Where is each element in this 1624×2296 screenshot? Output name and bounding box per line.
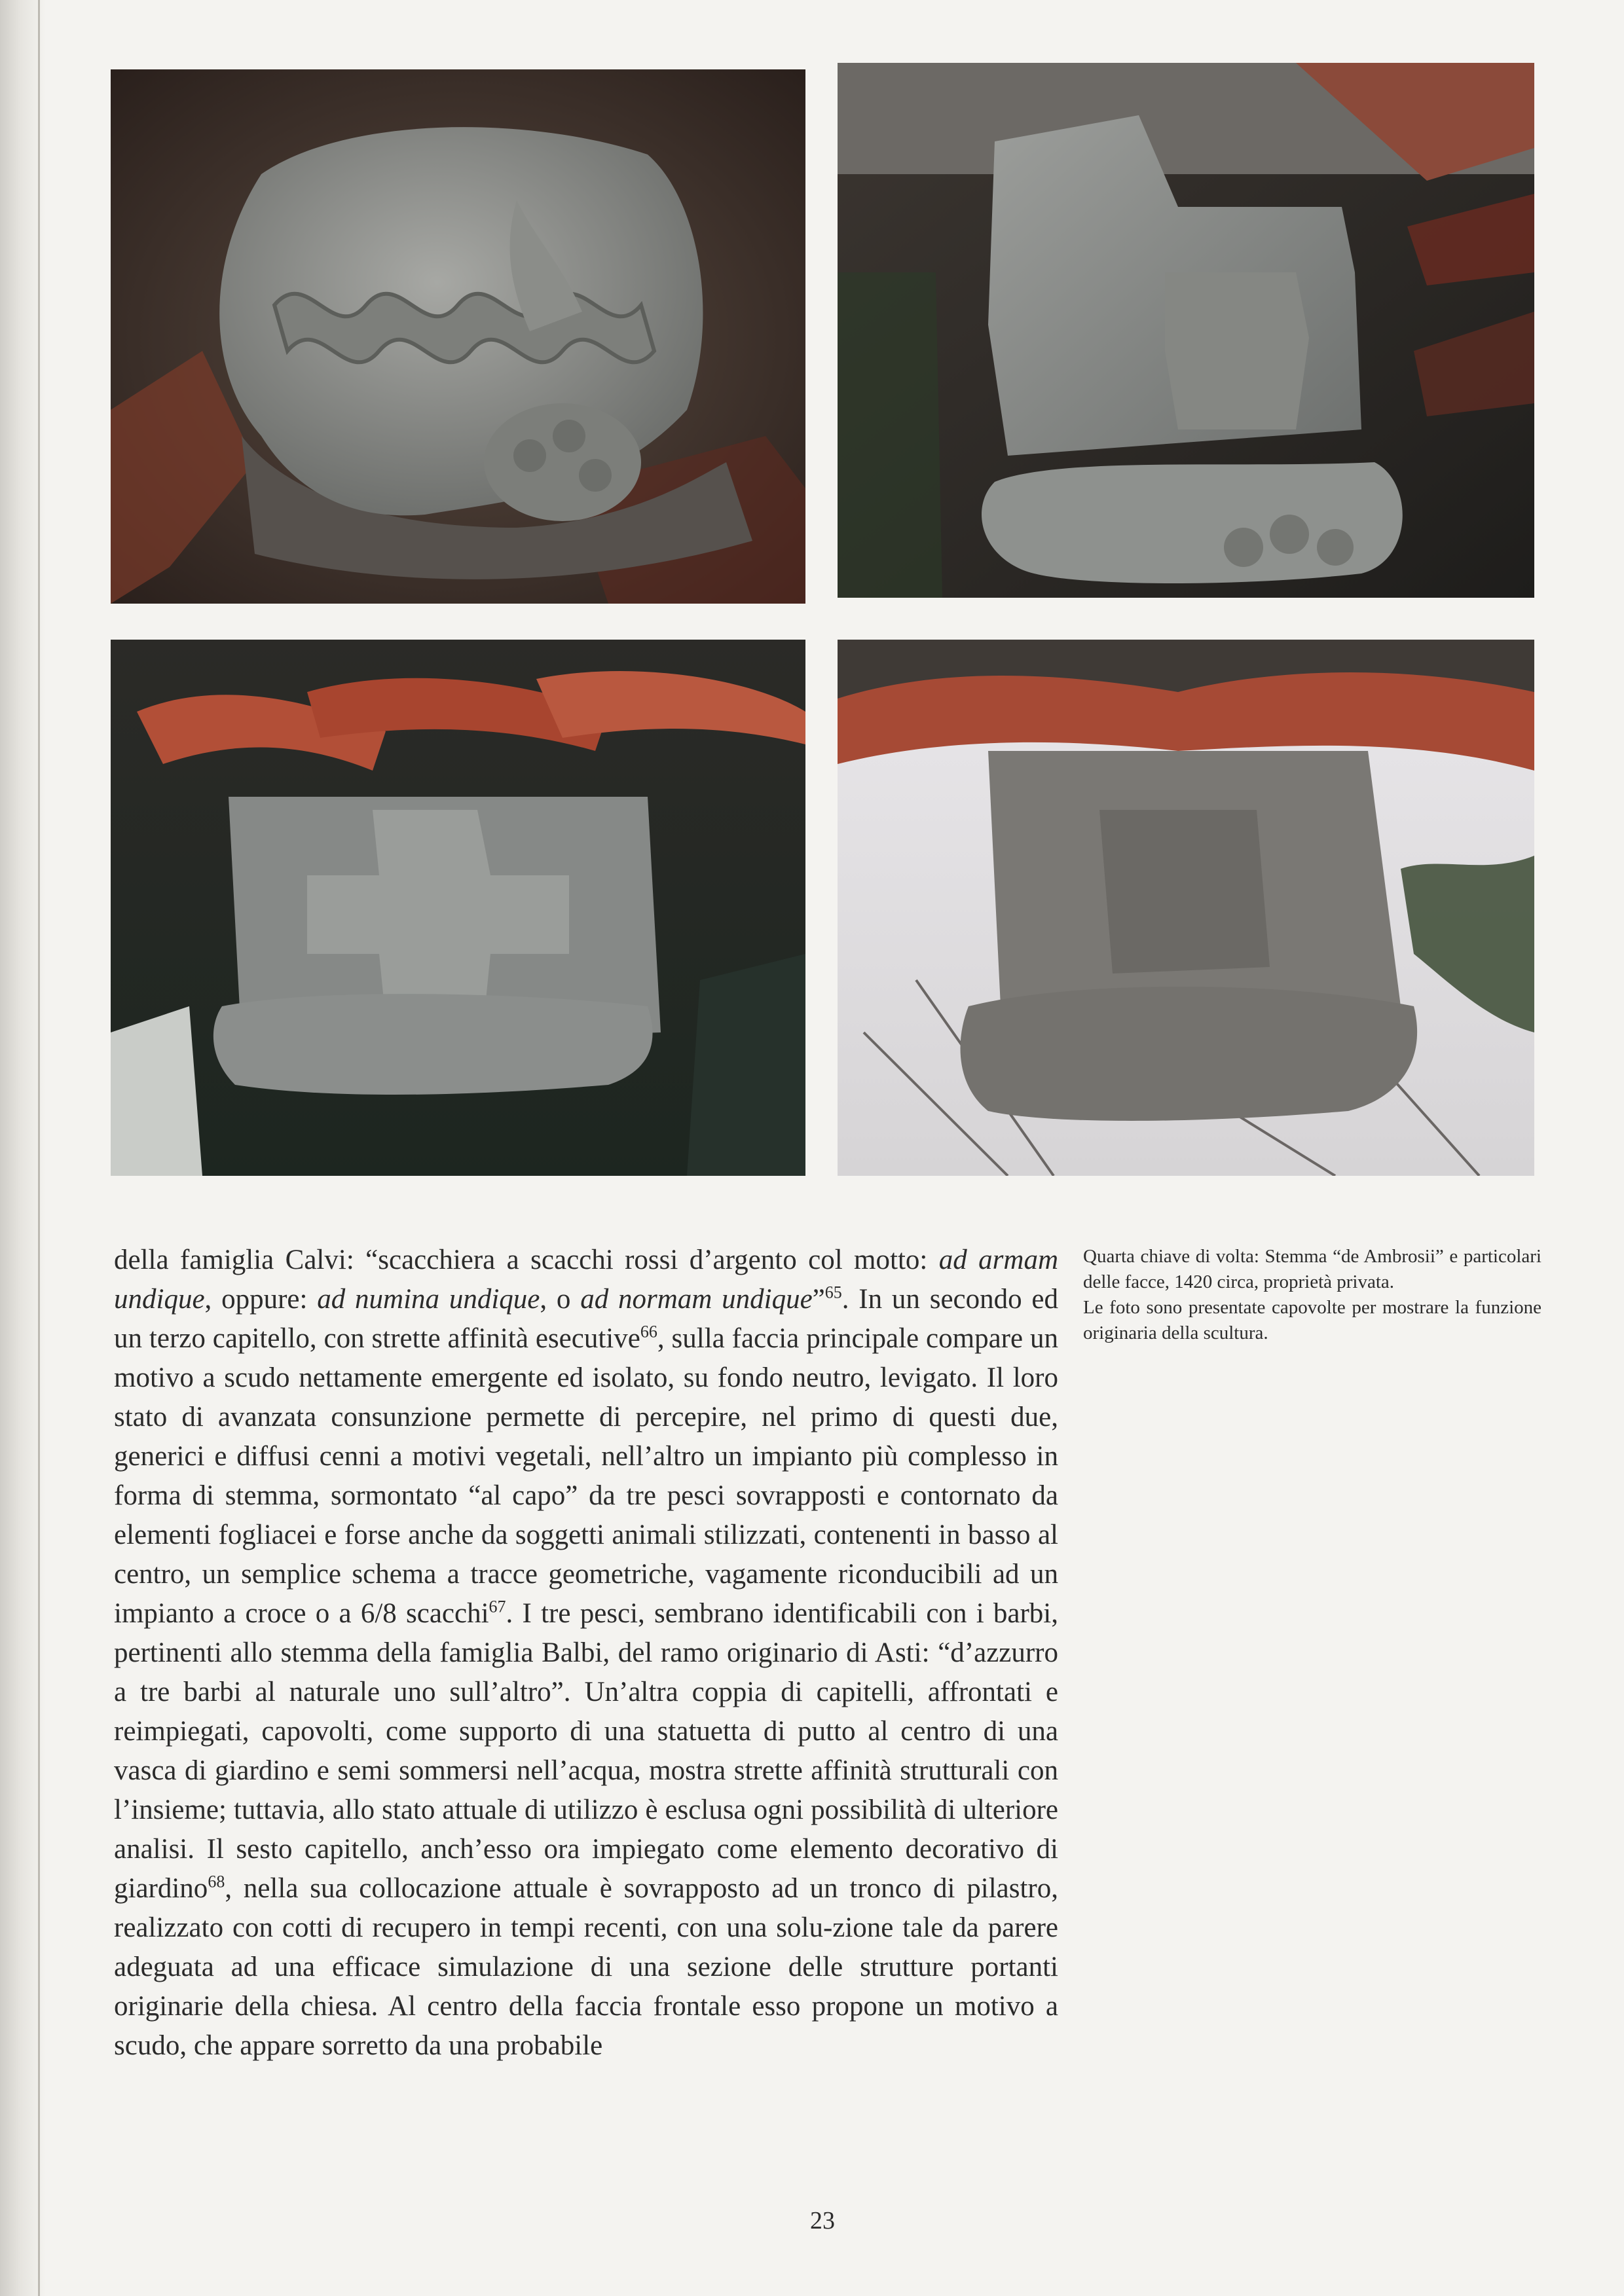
binding-shadow [38, 0, 40, 2296]
footnote-ref: 68 [208, 1872, 225, 1891]
body-paragraph [114, 1241, 1058, 2066]
body-text-run: , sulla faccia principale compare un motivo a scudo nettamente emergente ed isolato, su fondo neutro, levigato. Il loro stato di avanzata consunzione permette di percepire, nel primo di questi due, generici e diffusi cenni a motivi vegetali, nell’altro un impianto più complesso in forma di stemma, sormontato “al capo” da tre pesci sovrapposti e contornato da elementi fogliacei e forse anche da soggetti animali stilizzati, contenenti in basso al centro, un semplice schema a tracce geometriche, vagamente riconducibili ad un impianto a croce o a 6/8 scacchi [114, 1323, 1058, 1629]
body-text-run: , o [540, 1284, 581, 1315]
footnote-ref: 66 [640, 1322, 657, 1341]
body-text-run: , nella sua collocazione attuale è sovrapposto ad un tronco di pilastro, realizzato con cotti di recupero in tempi recenti, con una solu-zione tale da parere adeguata ad una efficace simulazione di una sezione delle strutture portanti originarie della chiesa. Al centro della faccia frontale esso propone un motivo a scudo, che appare sorretto da una probabile [114, 1873, 1058, 2061]
italic-phrase: ad numina undique [317, 1284, 540, 1315]
caption-line-1: Quarta chiave di volta: Stemma “de Ambrosii” e particolari delle facce, 1420 circa, proprietà privata. [1083, 1246, 1541, 1292]
italic-phrase: ad armam undique [114, 1245, 1058, 1315]
footnote-ref: 65 [824, 1283, 842, 1302]
footnote-ref: 67 [489, 1597, 506, 1616]
photo-keystone-face-3 [111, 640, 805, 1176]
page-number: 23 [810, 2207, 835, 2234]
italic-phrase: ad normam undique [580, 1284, 813, 1315]
photo-caption [1083, 1244, 1541, 1346]
body-text-run: . In un secondo ed un terzo capitello, con strette affinità esecutive [114, 1284, 1058, 1354]
article-body [114, 1241, 1058, 2066]
body-text-run: . I tre pesci, sembrano identificabili con i barbi, pertinenti allo stemma della famiglia Balbi, del ramo originario di Asti: “d’azzurro a tre barbi al naturale uno sull’altro”. Un’altra coppia di capitelli, affrontati e reimpiegati, capovolti, come supporto di una statuetta di putto al centro di una vasca di giardino e semi sommersi nell’acqua, mostra strette affinità strutturali con l’insieme; tuttavia, allo stato attuale di utilizzo è esclusa ogni possibilità di ulteriore analisi. Il sesto capitello, anch’esso ora impiegato come elemento decorativo di giardino [114, 1598, 1059, 1904]
caption-line-2: Le foto sono presentate capovolte per mostrare la funzione originaria della scultura. [1083, 1297, 1541, 1343]
photo-keystone-face-2 [838, 63, 1534, 598]
photo-keystone-face-4 [838, 640, 1534, 1176]
body-text-run: della famiglia Calvi: “scacchiera a scacchi rossi d’argento col motto: [114, 1245, 939, 1275]
body-text-run: , oppure: [204, 1284, 318, 1315]
photo-keystone-face-1 [111, 69, 805, 604]
body-text-run: ” [812, 1284, 825, 1315]
